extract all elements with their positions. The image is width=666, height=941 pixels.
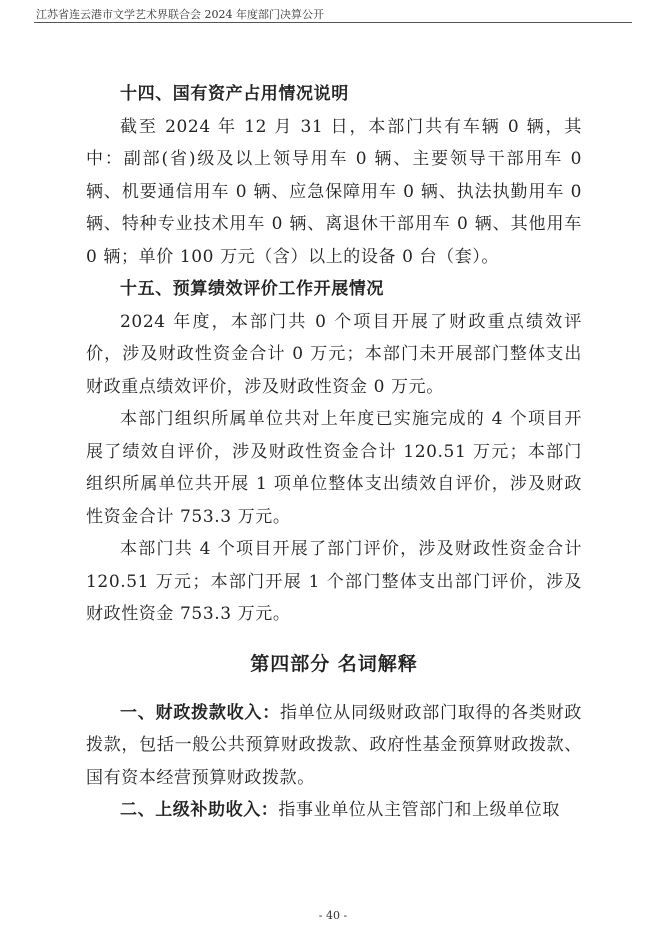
document-body xyxy=(86,78,582,827)
running-header: 江苏省连云港市文学艺术界联合会 2024 年度部门决算公开 xyxy=(36,8,324,21)
section-15-paragraph-1: 2024 年度，本部门共 0 个项目开展了财政重点绩效评价，涉及财政性资金合计 0 万元；本部门未开展部门整体支出财政重点绩效评价，涉及财政性资金 0 万元。 xyxy=(86,311,582,397)
term-2-label: 二、上级补助收入： xyxy=(120,800,279,820)
term-2-text: 指事业单位从主管部门和上级单位取 xyxy=(278,800,561,820)
term-1-label: 一、财政拨款收入： xyxy=(120,702,280,723)
header-rule xyxy=(34,22,632,23)
term-paragraph-1 xyxy=(86,697,582,795)
section-15-paragraph-3: 本部门共 4 个项目开展了部门评价，涉及财政性资金合计 120.51 万元；本部门开展 1 个部门整体支出部门评价，涉及财政性资金 753.3 万元。 xyxy=(86,539,582,624)
section-15-paragraph-2: 本部门组织所属单位共对上年度已实施完成的 4 个项目开展了绩效自评价，涉及财政性资金合计 120.51 万元；本部门组织所属单位共开展 1 项单位整体支出绩效自评价，涉及财政性资金合计 753.3 万元。 xyxy=(86,409,582,527)
section-14-paragraph: 截至 2024 年 12 月 31 日，本部门共有车辆 0 辆，其中：副部(省)级及以上领导用车 0 辆、主要领导干部用车 0 辆、机要通信用车 0 辆、应急保障用车 0 辆、执法执勤用车 0 辆、特种专业技术用车 0 辆、离退休干部用车 0 辆、其他用车 0 辆；单价 100 万元（含）以上的设备 0 台（套）。 xyxy=(86,116,582,267)
term-paragraph-2 xyxy=(86,794,582,827)
section-14-heading: 十四、国有资产占用情况说明 xyxy=(120,84,349,104)
page-number: - 40 - xyxy=(318,909,348,922)
term-1-text: 指单位从同级财政部门取得的各类财政拨款，包括一般公共预算财政拨款、政府性基金预算财政拨款、国有资本经营预算财政拨款。 xyxy=(86,702,582,788)
part-4-title: 第四部分 名词解释 xyxy=(250,652,418,675)
section-15-heading: 十五、预算绩效评价工作开展情况 xyxy=(120,279,384,299)
